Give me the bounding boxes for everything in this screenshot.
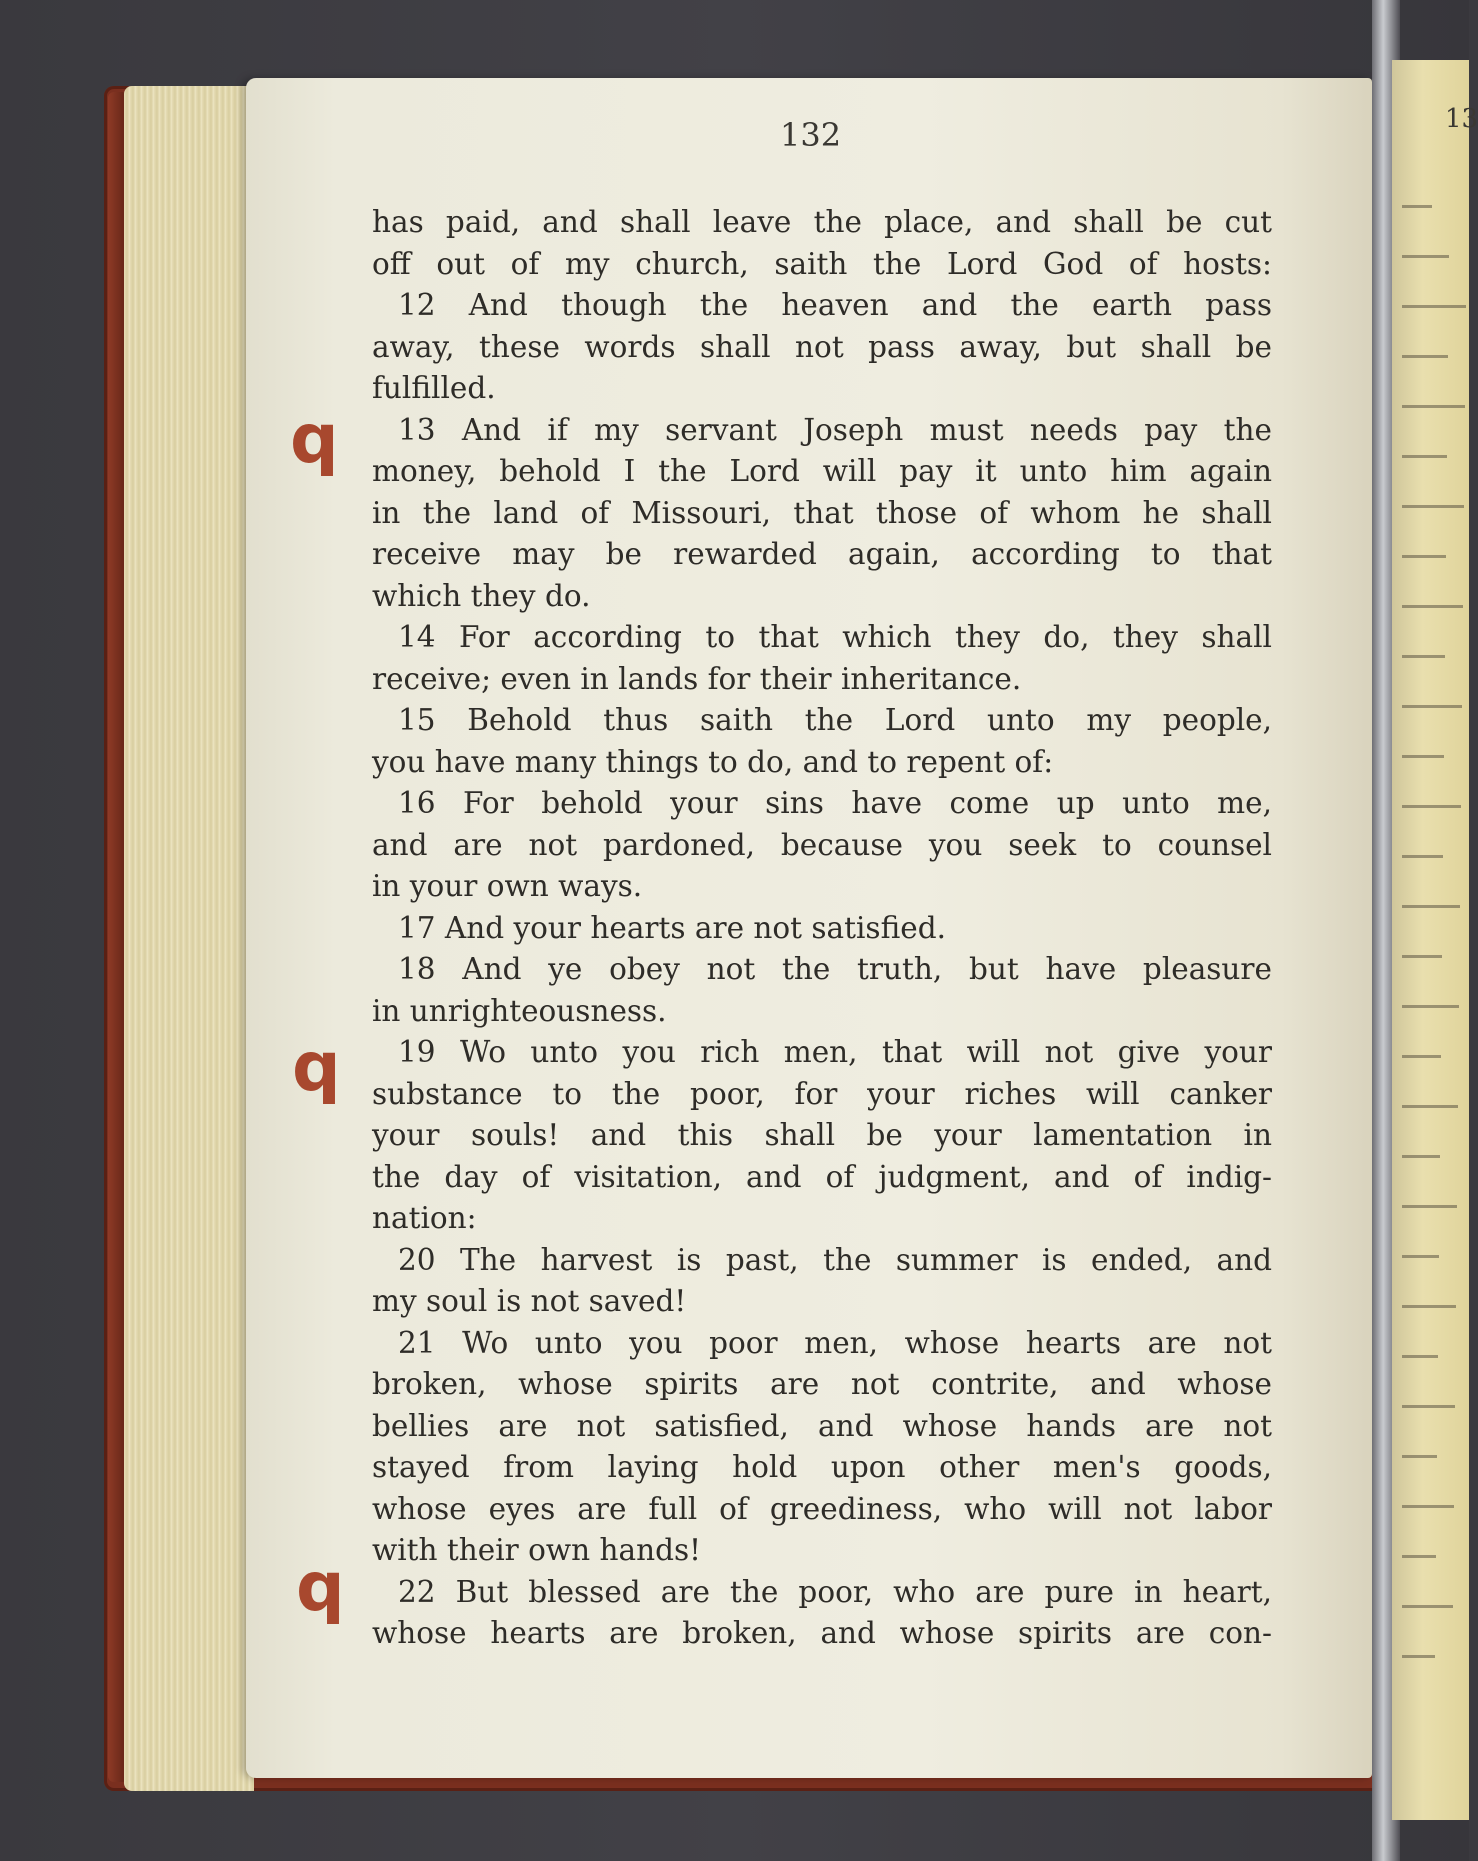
text-line: your souls! and this shall be your lamentation in [372,1118,1272,1152]
facing-page-number: 13 [1445,104,1478,134]
facing-page-text-stroke [1402,1505,1454,1508]
facing-page-text-stroke [1402,305,1466,308]
facing-page-text-stroke [1402,955,1442,958]
text-line: stayed from laying hold upon other men's goods, [372,1450,1272,1484]
facing-page-text-stroke [1402,1005,1459,1008]
facing-page-text-stroke [1402,1055,1441,1058]
facing-page-text-stroke [1402,555,1446,558]
facing-page-text-stroke [1402,1205,1457,1208]
text-line: receive may be rewarded again, according to that [372,537,1272,571]
page-number: 132 [780,116,842,154]
text-line: in unrighteousness. [372,993,667,1028]
text-line: and are not pardoned, because you seek to counsel [372,827,1272,862]
text-line: money, behold I the Lord will pay it unto him again [372,454,1272,488]
facing-page-text-stroke [1402,705,1462,708]
facing-page-text-stroke [1402,1105,1458,1108]
facing-page-text-stroke [1402,605,1463,608]
facing-page-text-stroke [1402,405,1465,408]
page-body [372,202,1272,1655]
facing-page-text-stroke [1402,1655,1435,1658]
text-line: whose eyes are full of greediness, who will not labor [372,1491,1272,1526]
text-line: in the land of Missouri, that those of whom he shall [372,495,1272,530]
text-line: nation: [372,1201,477,1235]
text-line: 21 Wo unto you poor men, whose hearts are not [398,1325,1272,1360]
facing-page-text-stroke [1402,355,1448,358]
facing-page-text-stroke [1402,205,1432,208]
text-line: 12 And though the heaven and the earth pass [398,288,1272,322]
text-line: away, these words shall not pass away, but shall be [372,329,1272,364]
text-line: with their own hands! [372,1533,701,1567]
text-line: fulfilled. [372,371,496,405]
text-line: broken, whose spirits are not contrite, and whose [372,1367,1272,1401]
facing-page-text-stroke [1402,805,1461,808]
text-line: 19 Wo unto you rich men, that will not give your [398,1035,1272,1069]
facing-page-text-stroke [1402,655,1445,658]
text-line: the day of visitation, and of judgment, and of indig- [372,1159,1272,1194]
page-edges [124,86,254,1791]
text-line: substance to the poor, for your riches will canker [372,1076,1272,1111]
facing-page-text-stroke [1402,505,1464,508]
facing-page-text-stroke [1402,855,1443,858]
facing-page-text-stroke [1402,455,1447,458]
text-line: 16 For behold your sins have come up unto me, [398,786,1272,820]
text-line: you have many things to do, and to repent of: [372,744,1054,779]
facing-page-text-stroke [1402,255,1449,258]
text-line: 13 And if my servant Joseph must needs pay the [398,412,1272,447]
text-line: receive; even in lands for their inheritance. [372,661,1022,696]
facing-page-text-stroke [1402,1305,1456,1308]
text-line: 22 But blessed are the poor, who are pure in heart, [398,1574,1272,1609]
text-line: bellies are not satisfied, and whose hands are not [372,1408,1272,1443]
text-line: which they do. [372,578,591,613]
facing-page-text-stroke [1402,1555,1436,1558]
facing-page-text-stroke [1402,1455,1437,1458]
facing-page-text-stroke [1402,755,1444,758]
facing-page-text-stroke [1402,1355,1438,1358]
margin-mark-q: q [290,400,339,479]
facing-page-text-stroke [1402,1405,1455,1408]
text-line: 18 And ye obey not the truth, but have pleasure [398,952,1272,986]
facing-page-text-stroke [1402,1605,1453,1608]
text-line: 17 And your hearts are not satisfied. [398,910,946,945]
text-line: in your own ways. [372,869,643,903]
text-line: 14 For according to that which they do, they shall [398,620,1272,654]
facing-page-text-stroke [1402,905,1460,908]
facing-page-text-stroke [1402,1255,1439,1258]
text-line: 15 Behold thus saith the Lord unto my people, [398,703,1272,737]
text-line: off out of my church, saith the Lord God of hosts: [372,246,1272,281]
text-line: whose hearts are broken, and whose spirits are con- [372,1616,1272,1650]
margin-mark-q: q [296,1548,345,1627]
facing-page-text-stroke [1402,1155,1440,1158]
text-line: my soul is not saved! [372,1284,687,1318]
text-line: has paid, and shall leave the place, and shall be cut [372,205,1272,239]
margin-mark-q: q [292,1028,341,1107]
text-line: 20 The harvest is past, the summer is ended, and [398,1242,1272,1277]
